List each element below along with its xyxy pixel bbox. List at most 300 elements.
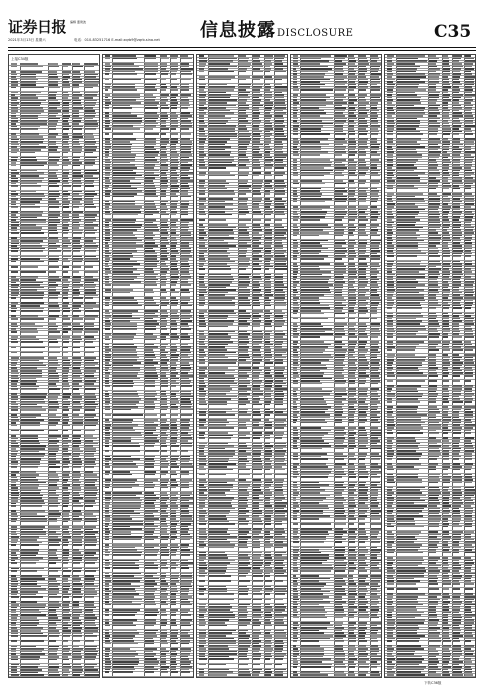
table-cell xyxy=(265,482,273,484)
table-cell xyxy=(63,302,69,304)
table-cell xyxy=(265,580,272,582)
table-cell xyxy=(73,323,80,325)
table-cell xyxy=(11,456,16,458)
table-cell xyxy=(63,175,68,177)
table-cell xyxy=(11,518,17,520)
table-cell xyxy=(105,268,110,270)
table-cell xyxy=(199,658,207,660)
table-cell xyxy=(239,474,250,476)
table-cell xyxy=(253,427,263,429)
table-cell xyxy=(63,425,70,427)
table-cell xyxy=(113,250,137,252)
table-cell xyxy=(161,474,166,476)
table-cell xyxy=(113,94,140,96)
table-cell xyxy=(239,419,250,421)
table-cell xyxy=(359,268,366,270)
table-cell xyxy=(265,318,270,320)
table-cell xyxy=(199,180,205,182)
table-cell xyxy=(275,318,283,320)
table-cell xyxy=(161,500,167,502)
table-cell xyxy=(49,105,60,107)
table-cell xyxy=(253,453,261,455)
table-cell xyxy=(171,630,178,632)
table-cell xyxy=(113,365,133,367)
table-cell xyxy=(113,604,141,606)
table-cell xyxy=(199,404,207,406)
table-cell xyxy=(49,110,61,112)
table-cell xyxy=(49,601,59,603)
table-cell xyxy=(199,359,205,361)
table-cell xyxy=(171,586,177,588)
table-cell xyxy=(85,542,97,544)
table-cell xyxy=(301,63,320,65)
table-cell xyxy=(49,183,57,185)
table-cell xyxy=(73,393,80,395)
table-cell xyxy=(199,414,206,416)
table-cell xyxy=(11,443,18,445)
table-cell xyxy=(301,84,325,86)
table-cell xyxy=(265,521,271,523)
table-cell xyxy=(239,552,251,554)
table-cell xyxy=(209,591,227,593)
table-cell xyxy=(371,175,380,177)
table-cell xyxy=(265,398,272,400)
table-cell xyxy=(63,258,68,260)
table-cell xyxy=(85,271,98,273)
table-cell xyxy=(293,55,298,57)
table-cell xyxy=(275,339,287,341)
table-cell xyxy=(63,310,70,312)
table-cell xyxy=(239,105,249,107)
table-cell xyxy=(21,94,36,96)
table-cell xyxy=(85,250,96,252)
table-cell xyxy=(161,339,166,341)
table-cell xyxy=(73,672,82,674)
table-cell xyxy=(265,487,269,489)
table-cell xyxy=(275,248,283,250)
table-cell xyxy=(239,591,248,593)
table-cell xyxy=(113,73,137,75)
table-cell xyxy=(349,268,356,270)
table-cell xyxy=(253,84,263,86)
table-cell xyxy=(145,539,154,541)
table-cell xyxy=(199,157,204,159)
table-cell xyxy=(63,193,70,195)
table-cell xyxy=(105,505,109,507)
table-cell xyxy=(301,240,328,242)
table-cell xyxy=(181,149,191,151)
table-cell xyxy=(21,297,43,299)
table-cell xyxy=(275,456,284,458)
table-cell xyxy=(11,625,16,627)
table-cell xyxy=(301,99,326,101)
table-cell xyxy=(21,500,44,502)
table-cell xyxy=(349,172,355,174)
table-cell xyxy=(161,344,168,346)
table-cell xyxy=(145,310,158,312)
table-cell xyxy=(11,63,17,65)
table-cell xyxy=(275,136,286,138)
table-cell xyxy=(113,565,139,567)
table-cell xyxy=(181,151,191,153)
table-cell xyxy=(349,190,355,192)
table-cell xyxy=(145,513,153,515)
table-cell xyxy=(49,438,57,440)
table-cell xyxy=(105,253,111,255)
table-cell xyxy=(209,79,231,81)
table-cell xyxy=(85,367,99,369)
table-cell xyxy=(265,185,272,187)
table-cell xyxy=(73,492,79,494)
table-cell xyxy=(85,282,94,284)
table-cell xyxy=(199,466,204,468)
table-cell xyxy=(11,326,18,328)
table-cell xyxy=(199,580,205,582)
table-cell xyxy=(73,542,82,544)
table-cell xyxy=(63,406,68,408)
table-cell xyxy=(265,531,270,533)
table-cell xyxy=(199,284,205,286)
table-cell xyxy=(105,352,109,354)
table-cell xyxy=(293,162,297,164)
table-cell xyxy=(11,495,19,497)
table-cell xyxy=(21,596,43,598)
table-cell xyxy=(253,79,260,81)
table-cell xyxy=(275,562,283,564)
table-cell xyxy=(161,437,167,439)
table-cell xyxy=(199,289,206,291)
table-cell xyxy=(21,479,38,481)
table-cell xyxy=(239,79,246,81)
table-cell xyxy=(21,562,36,564)
table-cell xyxy=(113,370,140,372)
table-cell xyxy=(171,89,178,91)
table-cell xyxy=(21,71,42,73)
table-cell xyxy=(371,193,378,195)
table-cell xyxy=(113,419,133,421)
table-cell xyxy=(21,172,44,174)
table-cell xyxy=(209,674,227,676)
table-cell xyxy=(171,427,177,429)
table-cell xyxy=(21,466,38,468)
table-cell xyxy=(265,575,270,577)
table-cell xyxy=(371,198,378,200)
table-cell xyxy=(105,521,110,523)
table-cell xyxy=(171,505,178,507)
table-cell xyxy=(199,570,205,572)
table-cell xyxy=(359,255,369,257)
table-cell xyxy=(21,237,47,239)
table-cell xyxy=(301,201,325,203)
table-cell xyxy=(49,146,58,148)
table-cell xyxy=(209,414,235,416)
table-cell xyxy=(105,162,111,164)
table-cell xyxy=(265,370,271,372)
table-cell xyxy=(63,521,68,523)
table-cell xyxy=(199,653,205,655)
table-cell xyxy=(171,422,176,424)
table-cell xyxy=(265,469,270,471)
table-cell xyxy=(265,250,271,252)
table-cell xyxy=(85,422,98,424)
table-cell xyxy=(49,401,58,403)
table-cell xyxy=(11,292,19,294)
table-cell xyxy=(199,443,207,445)
table-cell xyxy=(145,430,156,432)
table-cell xyxy=(171,94,178,96)
table-cell xyxy=(181,471,189,473)
table-cell xyxy=(49,630,59,632)
table-cell xyxy=(171,219,178,221)
table-cell xyxy=(49,243,56,245)
table-cell xyxy=(301,292,331,294)
table-cell xyxy=(171,133,178,135)
table-cell xyxy=(335,123,344,125)
table-cell xyxy=(161,292,167,294)
table-cell xyxy=(171,318,179,320)
table-cell xyxy=(253,380,262,382)
table-cell xyxy=(253,424,259,426)
table-cell xyxy=(239,664,248,666)
table-cell xyxy=(113,635,135,637)
table-cell xyxy=(113,224,142,226)
table-cell xyxy=(161,271,167,273)
table-cell xyxy=(181,591,189,593)
table-cell xyxy=(239,245,251,247)
table-cell xyxy=(161,656,166,658)
table-cell xyxy=(239,339,249,341)
table-cell xyxy=(113,323,137,325)
table-cell xyxy=(239,310,246,312)
table-cell xyxy=(349,97,356,99)
table-cell xyxy=(113,471,130,473)
table-cell xyxy=(275,466,282,468)
table-cell xyxy=(63,635,70,637)
table-cell xyxy=(335,206,347,208)
table-cell xyxy=(239,167,249,169)
table-cell xyxy=(359,131,368,133)
table-cell xyxy=(161,385,168,387)
table-cell xyxy=(145,427,156,429)
table-cell xyxy=(21,193,44,195)
table-cell xyxy=(199,193,205,195)
table-cell xyxy=(11,331,17,333)
table-cell xyxy=(63,94,69,96)
table-cell xyxy=(49,175,57,177)
table-cell xyxy=(181,580,192,582)
table-row xyxy=(103,671,193,677)
table-cell xyxy=(171,112,176,114)
table-cell xyxy=(239,68,247,70)
table-cell xyxy=(199,245,205,247)
table-cell xyxy=(21,484,39,486)
table-cell xyxy=(199,448,204,450)
table-cell xyxy=(199,263,204,265)
table-cell xyxy=(371,123,378,125)
table-cell xyxy=(253,128,259,130)
table-cell xyxy=(275,131,284,133)
table-cell xyxy=(293,94,298,96)
table-cell xyxy=(73,594,83,596)
table-cell xyxy=(145,378,158,380)
table-cell xyxy=(105,578,111,580)
table-cell xyxy=(21,443,40,445)
table-cell xyxy=(113,63,134,65)
table-cell xyxy=(85,100,97,102)
table-cell xyxy=(349,198,356,200)
table-cell xyxy=(49,495,59,497)
table-cell xyxy=(63,115,70,117)
table-cell xyxy=(275,591,287,593)
table-cell xyxy=(63,204,69,206)
table-cell xyxy=(209,284,230,286)
table-cell xyxy=(11,201,16,203)
table-cell xyxy=(171,596,176,598)
table-cell xyxy=(275,502,287,504)
table-cell xyxy=(11,115,16,117)
table-cell xyxy=(113,466,138,468)
table-cell xyxy=(209,484,233,486)
table-cell xyxy=(85,310,99,312)
table-cell xyxy=(21,204,35,206)
table-cell xyxy=(293,120,297,122)
table-cell xyxy=(371,279,379,281)
table-cell xyxy=(335,133,346,135)
table-cell xyxy=(239,671,250,673)
table-cell xyxy=(371,128,378,130)
table-cell xyxy=(145,180,153,182)
table-cell xyxy=(265,570,273,572)
table-cell xyxy=(209,362,236,364)
table-cell xyxy=(199,248,207,250)
table-cell xyxy=(293,242,298,244)
table-cell xyxy=(171,651,176,653)
table-cell xyxy=(171,237,176,239)
table-cell xyxy=(85,562,95,564)
table-cell xyxy=(63,544,68,546)
table-cell xyxy=(145,635,157,637)
table-cell xyxy=(359,58,367,60)
table-cell xyxy=(265,401,271,403)
table-cell xyxy=(105,172,110,174)
table-cell xyxy=(275,302,286,304)
table-cell xyxy=(161,227,169,229)
table-cell xyxy=(349,76,357,78)
table-cell xyxy=(209,240,224,242)
table-cell xyxy=(105,302,109,304)
table-cell xyxy=(161,531,167,533)
table-cell xyxy=(105,362,109,364)
table-cell xyxy=(49,282,56,284)
table-cell xyxy=(199,89,204,91)
table-cell xyxy=(359,81,368,83)
table-cell xyxy=(253,492,263,494)
table-cell xyxy=(209,453,235,455)
table-cell xyxy=(113,167,137,169)
table-cell xyxy=(209,552,225,554)
table-cell xyxy=(253,250,261,252)
table-cell xyxy=(105,604,111,606)
table-cell xyxy=(275,58,284,60)
table-cell xyxy=(113,268,137,270)
table-cell xyxy=(293,99,297,101)
table-cell xyxy=(209,502,231,504)
table-cell xyxy=(181,513,189,515)
table-cell xyxy=(113,292,130,294)
table-cell xyxy=(253,489,261,491)
table-cell xyxy=(63,128,69,130)
table-cell xyxy=(113,401,139,403)
table-row xyxy=(197,674,287,677)
table-cell xyxy=(181,274,190,276)
table-cell xyxy=(253,154,262,156)
table-cell xyxy=(275,409,286,411)
table-cell xyxy=(209,118,231,120)
table-cell xyxy=(161,479,169,481)
table-cell xyxy=(85,393,95,395)
table-cell xyxy=(359,110,369,112)
table-cell xyxy=(209,536,237,538)
table-cell xyxy=(199,357,204,359)
table-cell xyxy=(253,209,260,211)
table-cell xyxy=(63,568,68,570)
table-cell xyxy=(359,198,366,200)
table-cell xyxy=(265,523,271,525)
table-cell xyxy=(21,365,46,367)
table-cell xyxy=(171,58,177,60)
table-cell xyxy=(301,89,333,91)
table-cell xyxy=(85,170,97,172)
table-cell xyxy=(209,266,230,268)
table-cell xyxy=(73,87,79,89)
table-cell xyxy=(239,487,248,489)
table-cell xyxy=(253,619,259,621)
table-cell xyxy=(275,513,285,515)
table-cell xyxy=(265,515,271,517)
table-cell xyxy=(85,87,93,89)
table-cell xyxy=(199,344,205,346)
table-cell xyxy=(265,333,270,335)
table-cell xyxy=(49,451,58,453)
table-cell xyxy=(145,232,153,234)
table-cell xyxy=(161,643,168,645)
table-cell xyxy=(171,526,176,528)
table-cell xyxy=(73,578,81,580)
table-cell xyxy=(73,531,83,533)
table-cell xyxy=(253,635,259,637)
table-cell xyxy=(49,326,58,328)
table-cell xyxy=(359,216,366,218)
table-cell xyxy=(171,84,179,86)
table-cell xyxy=(349,224,354,226)
table-cell xyxy=(293,175,298,177)
table-cell xyxy=(85,404,98,406)
table-cell xyxy=(21,261,44,263)
table-cell xyxy=(63,284,69,286)
table-cell xyxy=(105,599,109,601)
table-cell xyxy=(21,308,44,310)
table-cell xyxy=(301,151,328,153)
table-cell xyxy=(63,666,71,668)
table-cell xyxy=(359,190,366,192)
table-cell xyxy=(63,539,68,541)
table-cell xyxy=(63,484,70,486)
table-cell xyxy=(199,214,206,216)
table-cell xyxy=(171,466,179,468)
table-cell xyxy=(349,125,354,127)
table-cell xyxy=(371,263,379,265)
table-cell xyxy=(11,97,18,99)
